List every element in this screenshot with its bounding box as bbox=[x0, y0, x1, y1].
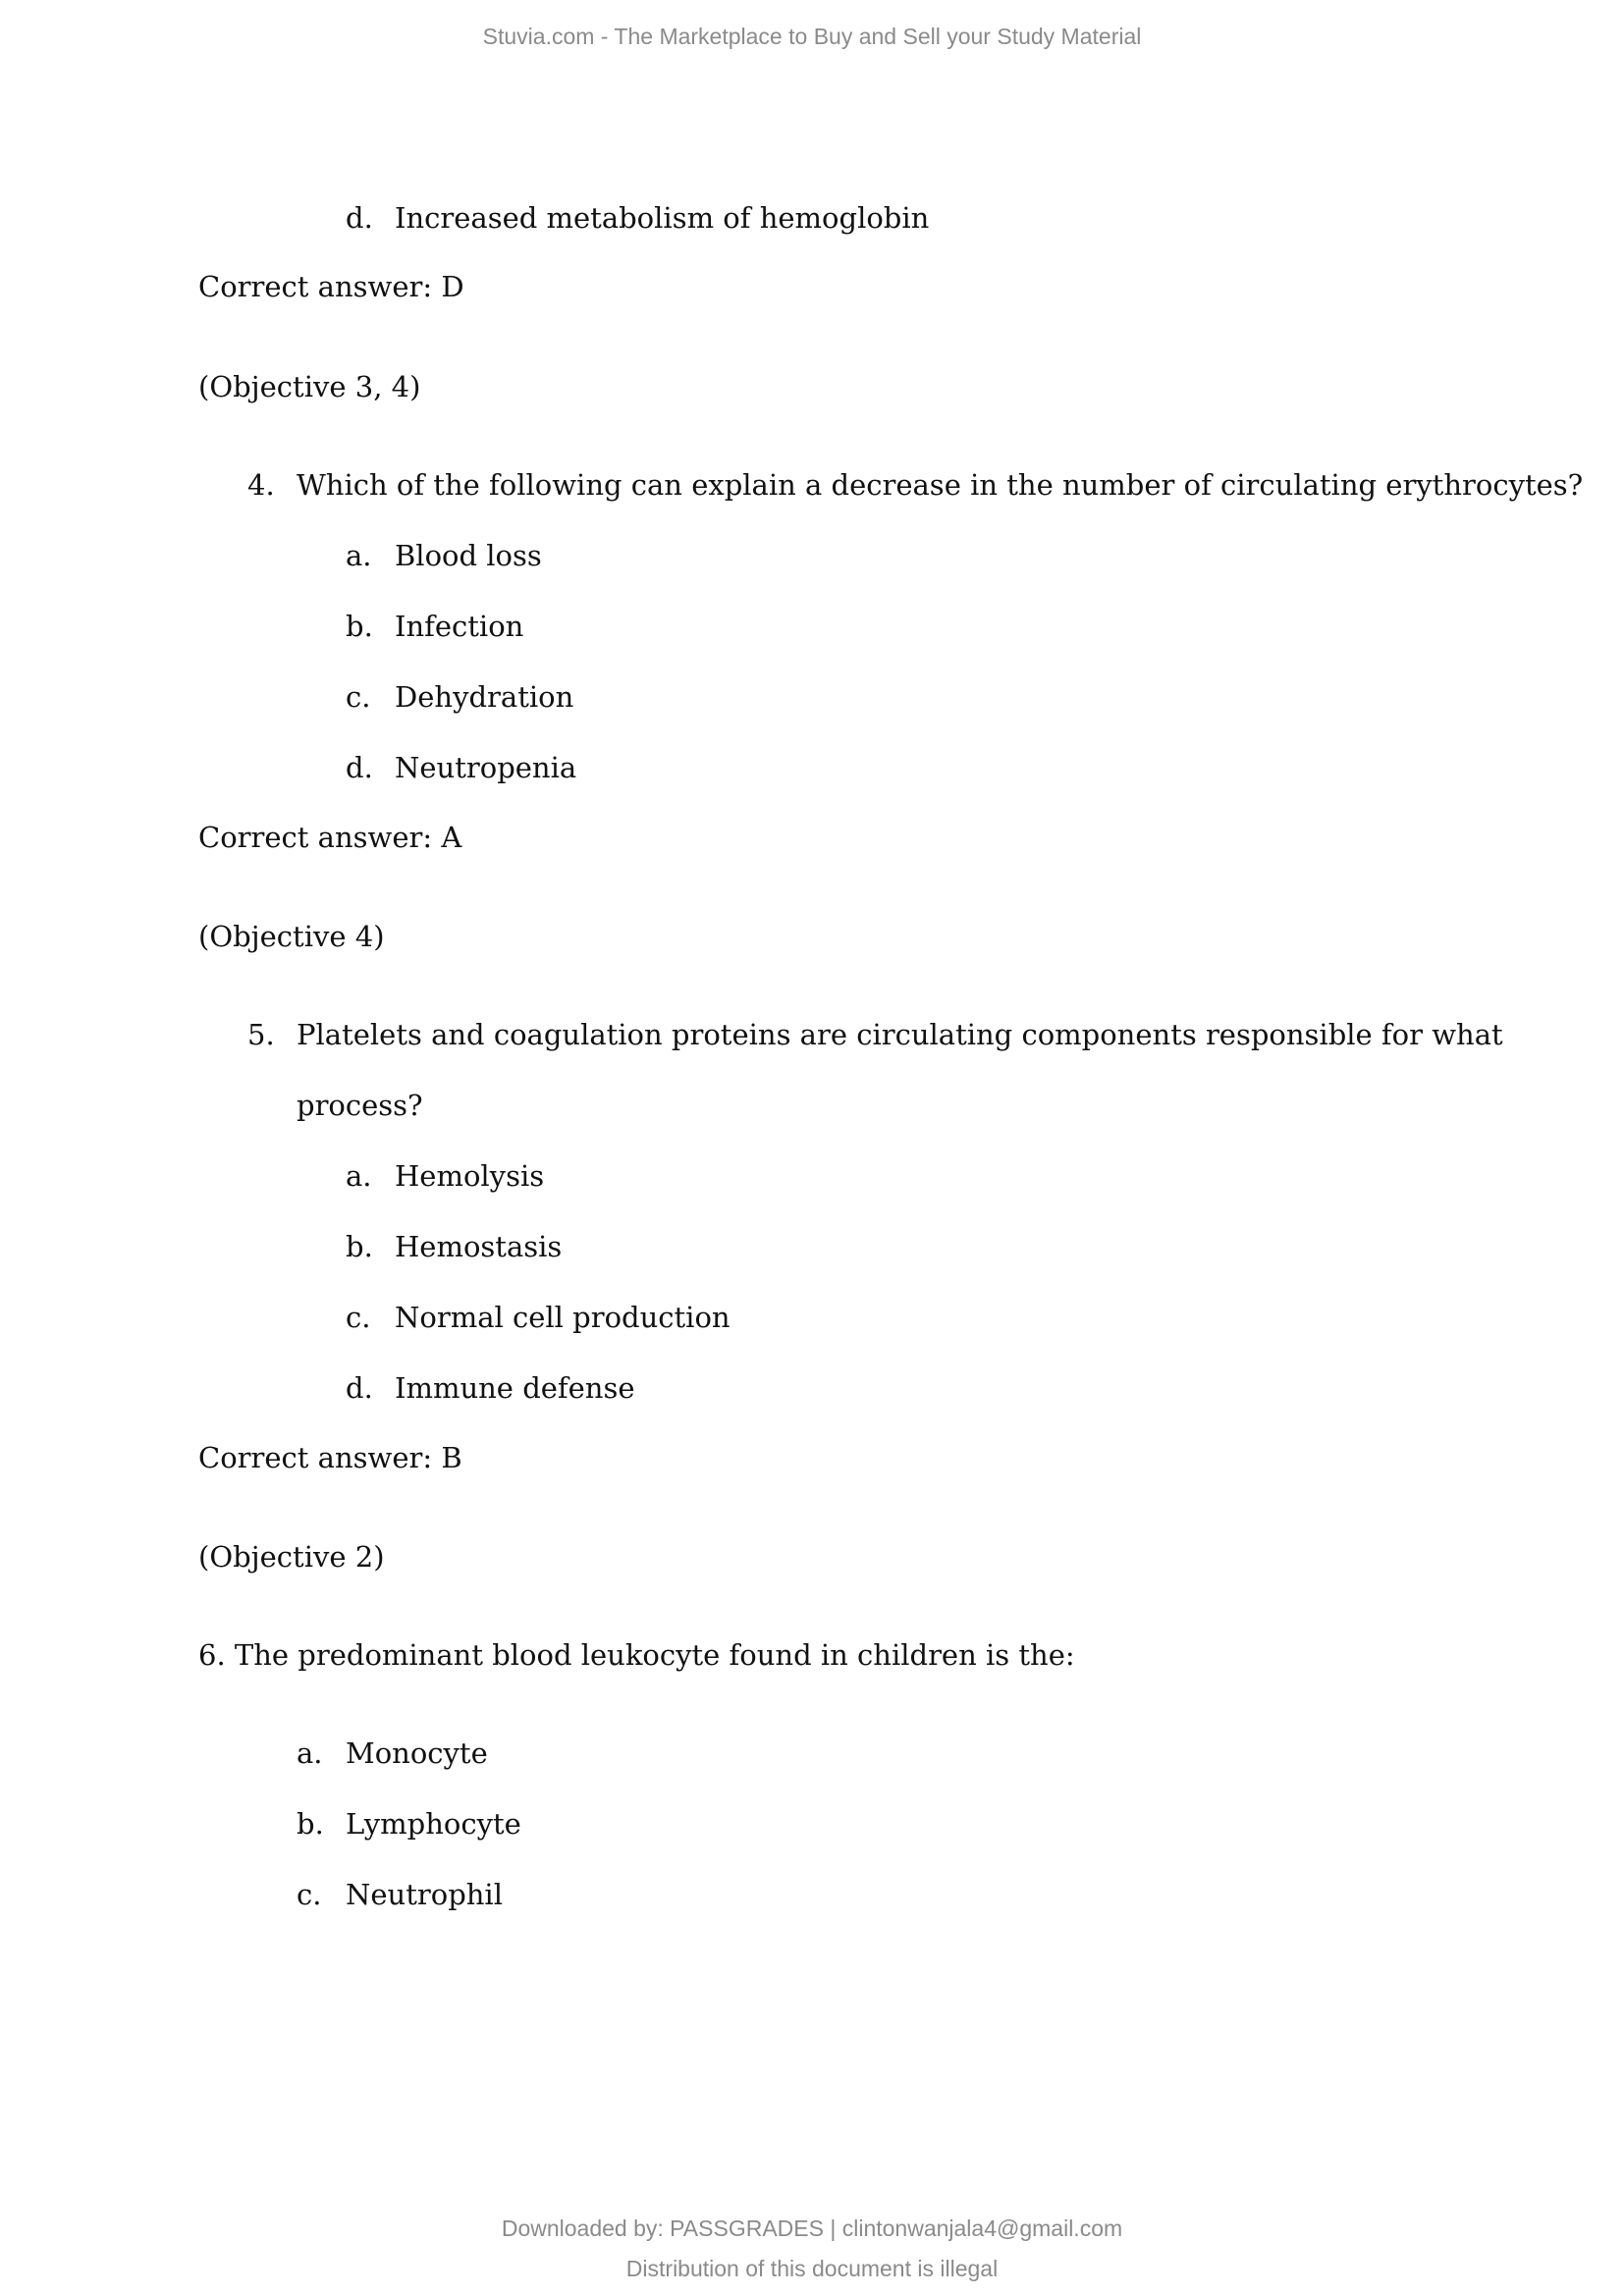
footer-downloaded-by: Downloaded by: PASSGRADES | clintonwanjala4@gmail.com bbox=[501, 2216, 1123, 2241]
option-letter: d. bbox=[346, 1371, 373, 1405]
option-letter: a. bbox=[346, 1159, 372, 1193]
question-text: Platelets and coagulation proteins are circulating components responsible for what bbox=[297, 1018, 1503, 1051]
question-text-continued: process? bbox=[297, 1089, 423, 1122]
objective-label: (Objective 2) bbox=[198, 1540, 385, 1574]
option-text: Lymphocyte bbox=[346, 1807, 521, 1841]
question-number: 4. bbox=[247, 468, 275, 502]
option-letter: d. bbox=[346, 751, 373, 784]
correct-answer: Correct answer: A bbox=[198, 821, 462, 854]
option-text: Hemostasis bbox=[395, 1230, 563, 1263]
option-letter: c. bbox=[346, 1301, 371, 1334]
option-text: Monocyte bbox=[346, 1736, 488, 1770]
option-letter: a. bbox=[346, 539, 372, 572]
question-text: Which of the following can explain a decrease in the number of circulating erythrocytes? bbox=[297, 468, 1584, 502]
option-text: Neutrophil bbox=[346, 1878, 503, 1911]
question-number: 5. bbox=[247, 1018, 275, 1051]
correct-answer: Correct answer: B bbox=[198, 1441, 462, 1474]
objective-label: (Objective 4) bbox=[198, 920, 385, 953]
footer-distribution-notice: Distribution of this document is illegal bbox=[625, 2256, 999, 2281]
question-text: 6. The predominant blood leukocyte found in children is the: bbox=[198, 1638, 1075, 1672]
option-letter: b. bbox=[346, 1230, 373, 1263]
option-text: Dehydration bbox=[395, 680, 574, 714]
option-letter: c. bbox=[346, 680, 371, 714]
page-header: Stuvia.com - The Marketplace to Buy and Sell your Study Material bbox=[482, 24, 1142, 49]
option-letter: c. bbox=[297, 1878, 322, 1911]
option-letter: a. bbox=[297, 1736, 323, 1770]
option-text: Neutropenia bbox=[395, 751, 577, 784]
option-text: Increased metabolism of hemoglobin bbox=[395, 201, 930, 235]
option-text: Immune defense bbox=[395, 1371, 635, 1405]
option-text: Normal cell production bbox=[395, 1301, 731, 1334]
correct-answer: Correct answer: D bbox=[198, 270, 464, 303]
option-letter: b. bbox=[346, 610, 373, 643]
option-text: Infection bbox=[395, 610, 524, 643]
option-letter: b. bbox=[297, 1807, 324, 1841]
objective-label: (Objective 3, 4) bbox=[198, 370, 421, 403]
option-text: Blood loss bbox=[395, 539, 542, 572]
option-text: Hemolysis bbox=[395, 1159, 545, 1193]
option-letter: d. bbox=[346, 201, 373, 235]
